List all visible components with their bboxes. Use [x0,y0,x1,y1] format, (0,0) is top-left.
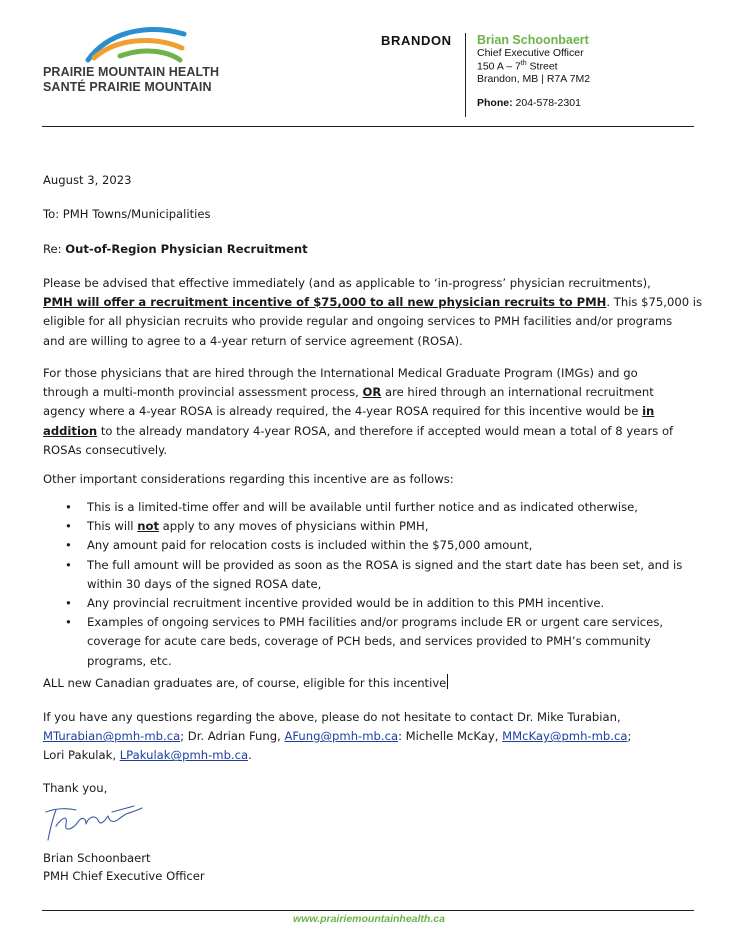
list-item: • The full amount will be provided as soon as the ROSA is signed and the start date has been set, and is within 30 days of the signed ROSA date, [43,556,682,594]
list-item: • This is a limited-time offer and will be available until further notice and as indicated otherwise, [43,498,682,517]
handwritten-signature [42,800,152,844]
considerations-intro: Other important considerations regarding this incentive are as follows: [43,472,454,486]
header-rule [42,126,694,127]
list-item: • Examples of ongoing services to PMH facilities and/or programs include ER or urgent care services, coverage for acute care beds, coverage of PCH beds, and services provided to PMH’s community programs, etc. [43,613,682,671]
paragraph-incentive: Please be advised that effective immediately (and as applicable to ‘in-progress’ physician recruitments), PMH will offer a recruitment incentive of $75,000 to all new physician recruits to PMH. This $75,000 is eligible for all physician recruits who provide regular and ongoing services to PMH facilities and/or programs and are willing to agree to a 4-year return of service agreement (ROSA). [43,276,703,348]
text-cursor [447,674,448,689]
letterhead-address-line2: Brandon, MB | R7A 7M2 [477,73,591,85]
canadian-graduates-line: ALL new Canadian graduates are, of course, eligible for this incentive [43,676,447,690]
letterhead-city: BRANDON [381,33,452,48]
considerations-list [43,498,682,671]
letter-date: August 3, 2023 [43,173,132,187]
letterhead-divider [465,33,466,117]
email-link-turabian[interactable]: MTurabian@pmh-mb.ca [43,729,181,744]
letterhead-phone: Phone: 204-578-2301 [477,97,581,109]
letter-subject: Re: Out-of-Region Physician Recruitment [43,242,308,256]
email-link-fung[interactable]: AFung@pmh-mb.ca [284,729,399,744]
signer-title: PMH Chief Executive Officer [43,869,205,883]
org-name-english: PRAIRIE MOUNTAIN HEALTH [43,65,220,79]
footer-website-link[interactable]: www.prairiemountainhealth.ca [293,913,445,925]
list-item: • Any provincial recruitment incentive provided would be in addition to this PMH incentive. [43,594,682,613]
signer-name: Brian Schoonbaert [43,851,151,865]
email-link-pakulak[interactable]: LPakulak@pmh-mb.ca [119,748,249,763]
list-item: • This will not apply to any moves of physicians within PMH, [43,517,682,536]
letterhead-sender-title: Chief Executive Officer [477,47,584,59]
org-name-french: SANTÉ PRAIRIE MOUNTAIN [43,80,212,94]
footer-rule [42,910,694,911]
pmh-logo-swoosh-icon [80,20,190,64]
list-item: • Any amount paid for relocation costs is included within the $75,000 amount, [43,536,682,555]
letterhead-address-line1: 150 A – 7th Street [477,60,558,73]
paragraph-contacts: If you have any questions regarding the above, please do not hesitate to contact Dr. Mike Turabian, MTurabian@pmh-mb.ca; Dr. Adrian Fung, AFung@pmh-mb.ca: Michelle McKay, MMcKay@pmh-mb.ca; Lori Pakulak, LPakulak@pmh-mb.ca. [43,710,632,763]
email-link-mckay[interactable]: MMcKay@pmh-mb.ca [502,729,628,744]
letterhead-sender-name: Brian Schoonbaert [477,33,589,47]
letter-recipient: To: PMH Towns/Municipalities [43,207,211,221]
letter-closing: Thank you, [43,781,108,795]
paragraph-img: For those physicians that are hired through the International Medical Graduate Program (IMGs) and go through a multi-month provincial assessment process, OR are hired through an international recruitment agency where a 4-year ROSA is already required, the 4-year ROSA required for this incentive would be in addition to the already mandatory 4-year ROSA, and therefore if accepted would mean a total of 8 years of ROSAs consecutively. [43,366,674,457]
